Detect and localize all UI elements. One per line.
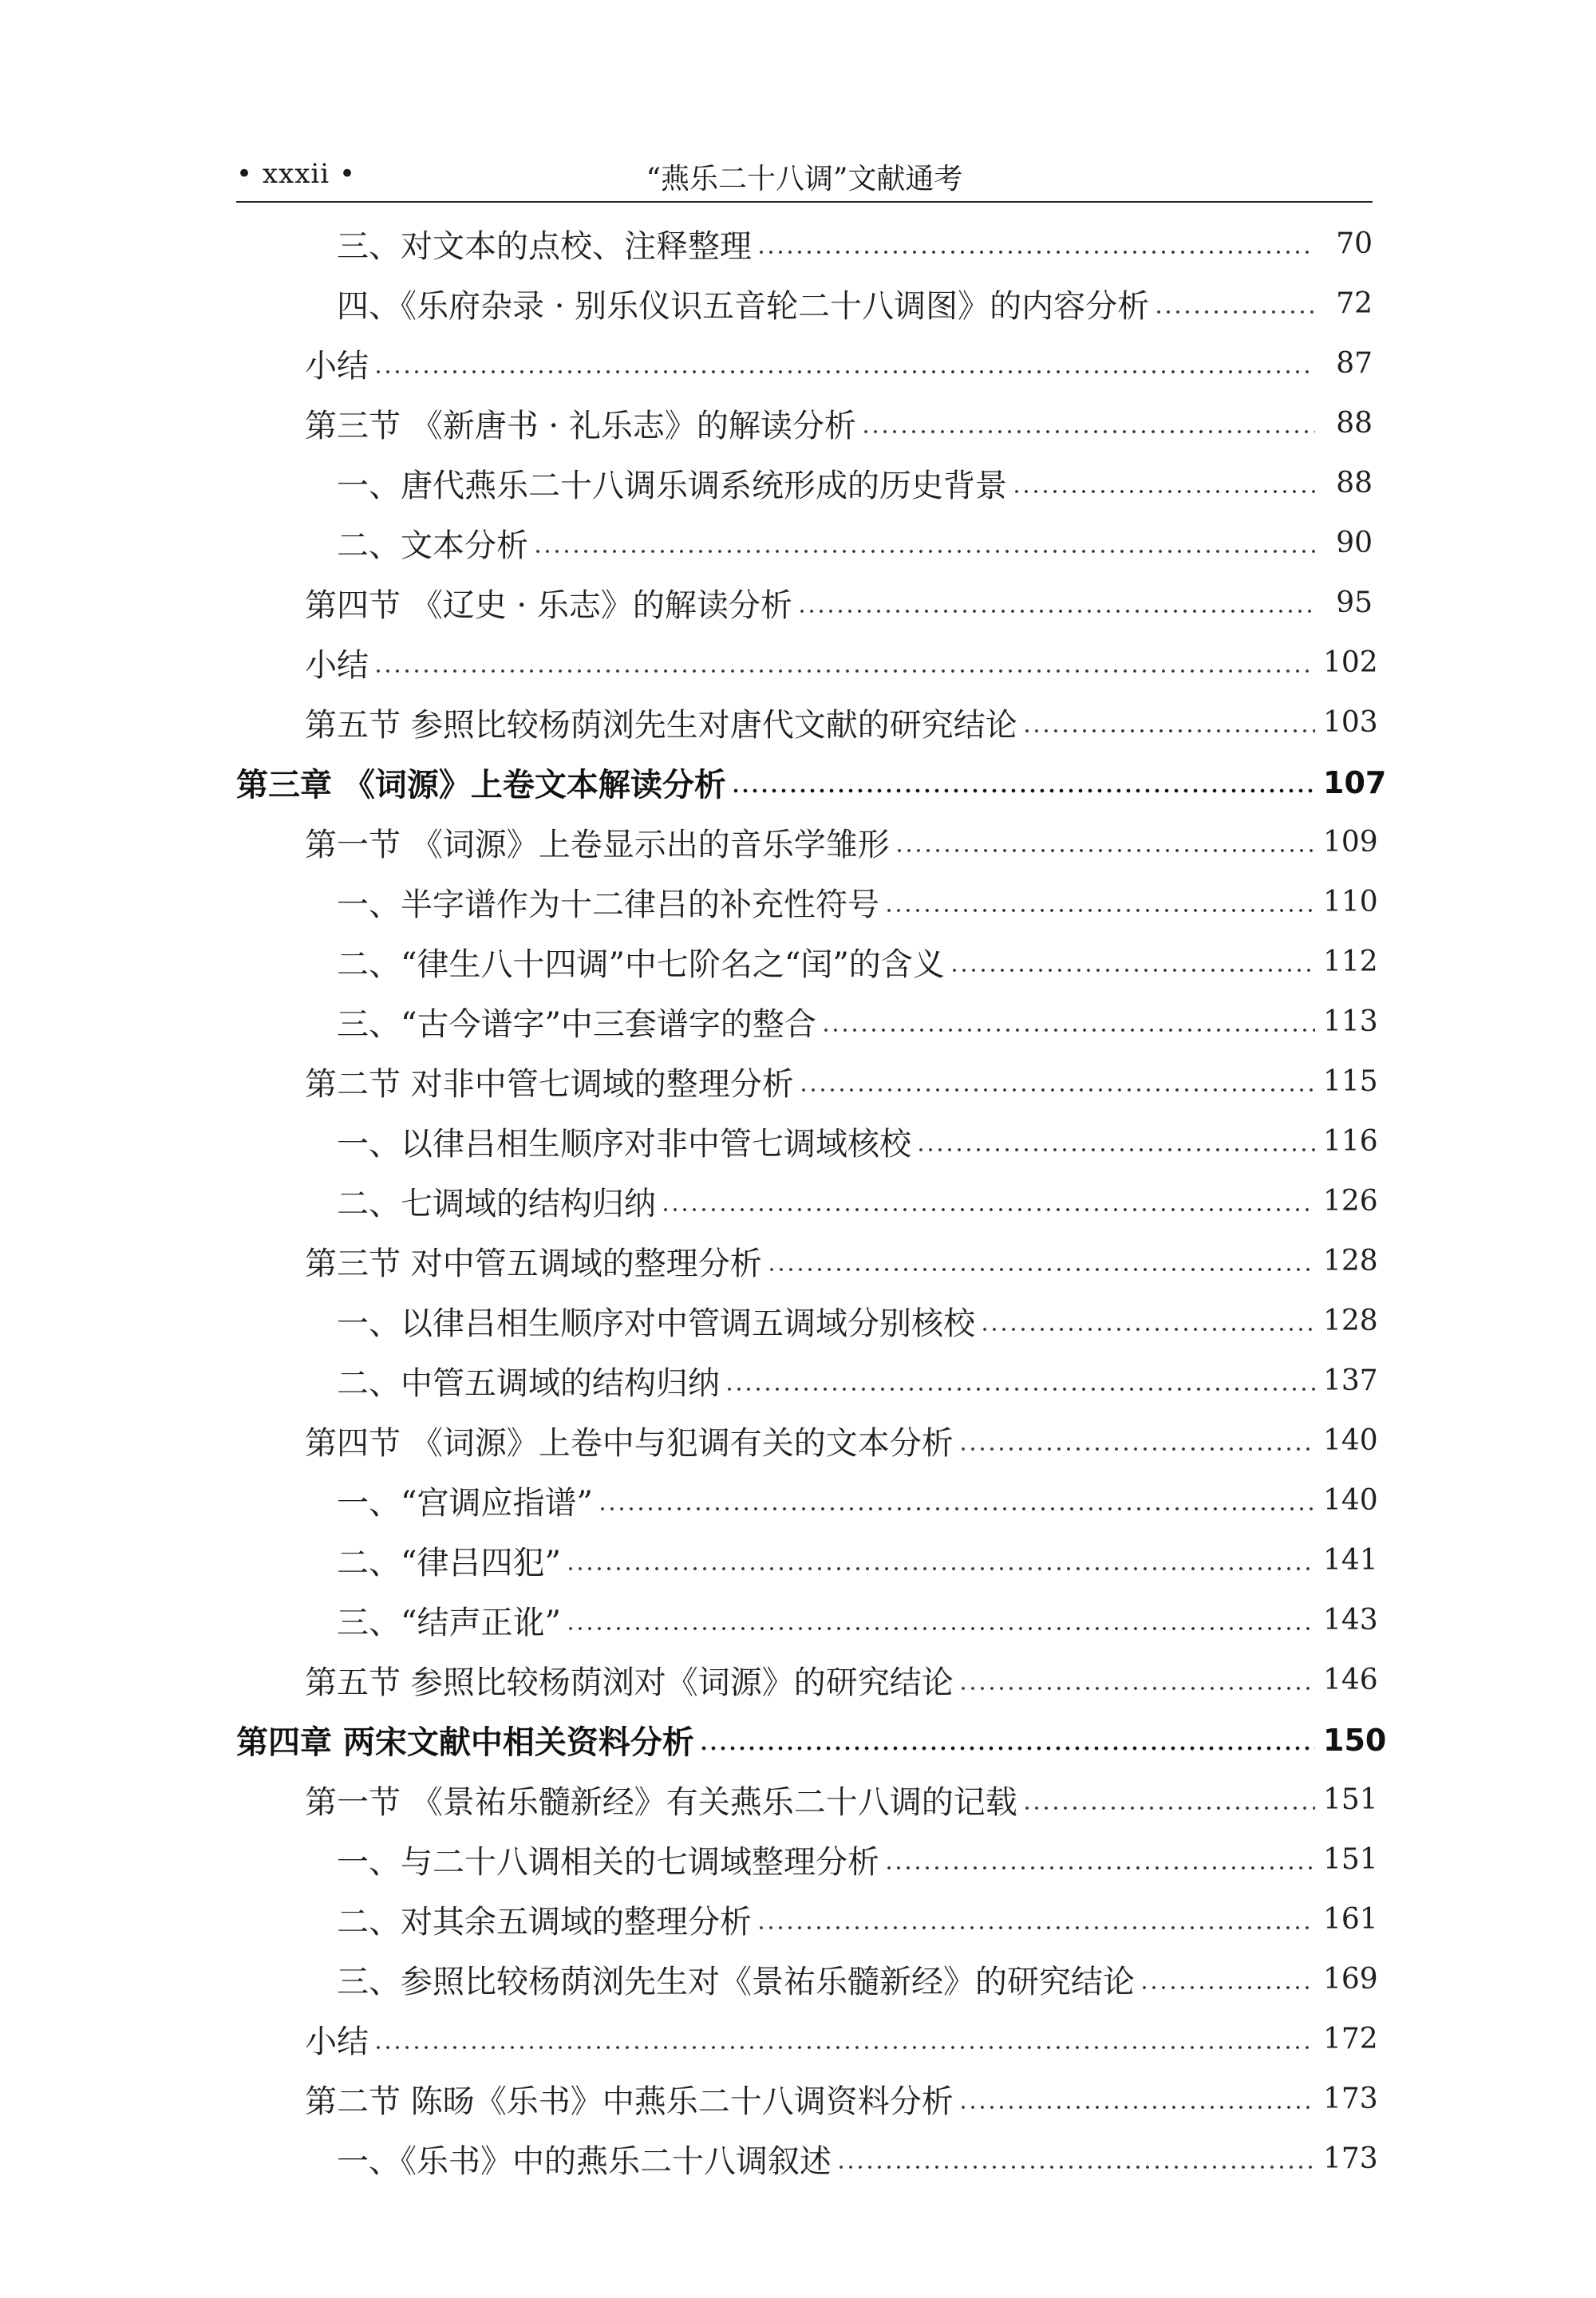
dot-leader: [980, 1305, 1315, 1337]
toc-page-number: 169: [1323, 1963, 1378, 1996]
toc-subsection-entry: [236, 1111, 1378, 1171]
toc-page-number: 88: [1336, 407, 1373, 440]
toc-subsection-entry: [236, 1291, 1378, 1351]
toc-page-number: 70: [1336, 227, 1373, 260]
toc-page-number: 112: [1323, 946, 1378, 978]
toc-subsection-entry: [236, 872, 1378, 932]
book-title: “燕乐二十八调”文献通考: [646, 163, 963, 195]
toc-subsection-entry: [236, 513, 1373, 573]
dot-leader: [373, 647, 1315, 679]
toc-page-number: 173: [1323, 2083, 1378, 2115]
toc-entry-title: 二、“律生八十四调”中七阶名之“闰”的含义: [337, 946, 945, 983]
toc-entry-title: 一、以律吕相生顺序对中管调五调域分别核校: [337, 1305, 975, 1342]
toc-entry-title: 小结: [305, 348, 369, 385]
toc-entry-title: 一、以律吕相生顺序对非中管七调域核校: [337, 1126, 911, 1163]
toc-subsection-entry: [236, 453, 1373, 513]
toc-section-entry: [236, 2009, 1378, 2069]
toc-entry-title: 第一节 《词源》上卷显示出的音乐学雏形: [305, 827, 890, 863]
dot-leader: [884, 886, 1315, 918]
toc-page-number: 151: [1323, 1783, 1378, 1816]
dot-leader: [958, 1425, 1315, 1457]
toc-page-number: 102: [1323, 646, 1378, 679]
toc-page-number: 141: [1323, 1544, 1378, 1577]
dot-leader: [1022, 1784, 1315, 1816]
dot-leader: [373, 348, 1315, 380]
toc-subsection-entry: [236, 214, 1373, 274]
toc-page-number: 116: [1323, 1125, 1378, 1158]
toc-section-entry: [236, 334, 1373, 393]
dot-leader: [373, 2024, 1315, 2055]
dot-leader: [767, 1246, 1315, 1277]
dot-leader: [958, 1664, 1315, 1696]
toc-entry-title: 二、对其余五调域的整理分析: [337, 1904, 752, 1941]
toc-entry-title: 二、七调域的结构归纳: [337, 1186, 656, 1222]
toc-entry-title: 三、参照比较杨荫浏先生对《景祐乐髓新经》的研究结论: [337, 1964, 1135, 2000]
toc-subsection-entry: [236, 1590, 1378, 1650]
toc-subsection-entry: [236, 1889, 1378, 1949]
toc-entry-title: 第一节 《景祐乐髓新经》有关燕乐二十八调的记载: [305, 1784, 1017, 1821]
toc-page-number: 87: [1336, 347, 1373, 380]
toc-section-entry: [236, 1650, 1378, 1710]
toc-entry-title: 一、《乐书》中的燕乐二十八调叙述: [337, 2143, 832, 2180]
toc-entry-title: 二、文本分析: [337, 527, 528, 564]
dot-leader: [861, 408, 1315, 440]
toc-entry-title: 小结: [305, 647, 369, 684]
toc-page-number: 172: [1323, 2023, 1378, 2055]
toc-section-entry: [236, 2069, 1378, 2129]
toc-entry-title: 小结: [305, 2024, 369, 2060]
toc-section-entry: [236, 633, 1378, 693]
toc-entry-title: 三、“古今谱字”中三套谱字的整合: [337, 1006, 816, 1043]
toc-page-number: 90: [1336, 527, 1373, 559]
dot-leader: [566, 1605, 1315, 1637]
toc-page-number: 128: [1323, 1305, 1378, 1337]
toc-entry-title: 第五节 参照比较杨荫浏先生对唐代文献的研究结论: [305, 707, 1017, 744]
toc-subsection-entry: [236, 1171, 1378, 1231]
toc-subsection-entry: [236, 274, 1373, 334]
toc-page-number: 140: [1323, 1484, 1378, 1517]
toc-entry-title: 第三节 对中管五调域的整理分析: [305, 1246, 762, 1282]
toc-entry-title: 第五节 参照比较杨荫浏对《词源》的研究结论: [305, 1664, 954, 1701]
toc-entry-title: 第二节 对非中管七调域的整理分析: [305, 1066, 794, 1103]
page-folio: • xxxii •: [236, 158, 356, 190]
dot-leader: [797, 587, 1315, 619]
toc-page-number: 126: [1323, 1185, 1378, 1218]
toc-entry-title: 第三章 《词源》上卷文本解读分析: [236, 767, 726, 804]
toc-subsection-entry: [236, 1351, 1378, 1411]
toc-section-entry: [236, 1052, 1378, 1111]
toc-entry-title: 一、“宫调应指谱”: [337, 1485, 593, 1522]
toc-entry-title: 第三节 《新唐书 · 礼乐志》的解读分析: [305, 408, 856, 444]
toc-chapter-entry: [236, 1710, 1387, 1770]
dot-leader: [799, 1066, 1315, 1098]
toc-page-number: 151: [1323, 1843, 1378, 1876]
dot-leader: [661, 1186, 1315, 1218]
table-of-contents: [236, 214, 1387, 2189]
toc-subsection-entry: [236, 2129, 1378, 2189]
toc-entry-title: 二、“律吕四犯”: [337, 1545, 561, 1581]
toc-page-number: 150: [1323, 1722, 1387, 1758]
dot-leader: [1140, 1964, 1315, 1996]
toc-subsection-entry: [236, 1949, 1378, 2009]
toc-page-number: 143: [1323, 1604, 1378, 1637]
toc-entry-title: 四、《乐府杂录 · 别乐仪识五音轮二十八调图》的内容分析: [337, 288, 1150, 325]
toc-entry-title: 一、与二十八调相关的七调域整理分析: [337, 1844, 879, 1881]
toc-page-number: 146: [1323, 1664, 1378, 1696]
toc-page-number: 72: [1336, 287, 1373, 320]
toc-page-number: 173: [1323, 2142, 1378, 2175]
running-header: [236, 153, 1373, 203]
dot-leader: [725, 1365, 1315, 1397]
toc-section-entry: [236, 1231, 1378, 1291]
dot-leader: [821, 1006, 1315, 1038]
dot-leader: [757, 228, 1315, 260]
dot-leader: [916, 1126, 1315, 1158]
toc-subsection-entry: [236, 1830, 1378, 1889]
toc-subsection-entry: [236, 992, 1378, 1052]
toc-page-number: 140: [1323, 1424, 1378, 1457]
toc-page-number: 161: [1323, 1903, 1378, 1936]
dot-leader: [958, 2083, 1315, 2115]
toc-page-number: 110: [1323, 886, 1378, 918]
toc-section-entry: [236, 393, 1373, 453]
toc-section-entry: [236, 812, 1378, 872]
toc-page-number: 103: [1323, 706, 1378, 739]
toc-entry-title: 二、中管五调域的结构归纳: [337, 1365, 720, 1402]
toc-entry-title: 一、唐代燕乐二十八调乐调系统形成的历史背景: [337, 468, 1007, 504]
toc-subsection-entry: [236, 932, 1378, 992]
toc-section-entry: [236, 1411, 1378, 1471]
toc-page-number: 95: [1336, 586, 1373, 619]
dot-leader: [1022, 707, 1315, 739]
toc-page-number: 107: [1323, 764, 1387, 800]
toc-entry-title: 第四节 《词源》上卷中与犯调有关的文本分析: [305, 1425, 954, 1462]
toc-page-number: 109: [1323, 826, 1378, 859]
toc-entry-title: 三、对文本的点校、注释整理: [337, 228, 752, 265]
dot-leader: [699, 1724, 1315, 1756]
toc-page-number: 113: [1323, 1005, 1378, 1038]
toc-page-number: 128: [1323, 1245, 1378, 1277]
dot-leader: [884, 1844, 1315, 1876]
toc-page-number: 115: [1323, 1065, 1378, 1098]
dot-leader: [598, 1485, 1315, 1517]
toc-section-entry: [236, 573, 1373, 633]
toc-subsection-entry: [236, 1530, 1378, 1590]
toc-entry-title: 第四节 《辽史 · 乐志》的解读分析: [305, 587, 792, 624]
toc-entry-title: 第二节 陈旸《乐书》中燕乐二十八调资料分析: [305, 2083, 954, 2120]
dot-leader: [1154, 288, 1315, 320]
toc-section-entry: [236, 1770, 1378, 1830]
toc-entry-title: 第四章 两宋文献中相关资料分析: [236, 1724, 694, 1761]
dot-leader: [836, 2143, 1315, 2175]
toc-chapter-entry: [236, 752, 1387, 812]
dot-leader: [1012, 468, 1315, 499]
dot-leader: [757, 1904, 1315, 1936]
dot-leader: [950, 946, 1315, 978]
dot-leader: [895, 827, 1315, 859]
toc-entry-title: 三、“结声正讹”: [337, 1605, 561, 1641]
dot-leader: [566, 1545, 1315, 1577]
toc-entry-title: 一、半字谱作为十二律吕的补充性符号: [337, 886, 879, 923]
dot-leader: [731, 767, 1315, 799]
toc-page-number: 88: [1336, 467, 1373, 499]
toc-section-entry: [236, 693, 1378, 752]
dot-leader: [533, 527, 1315, 559]
toc-page-number: 137: [1323, 1364, 1378, 1397]
toc-subsection-entry: [236, 1471, 1378, 1530]
